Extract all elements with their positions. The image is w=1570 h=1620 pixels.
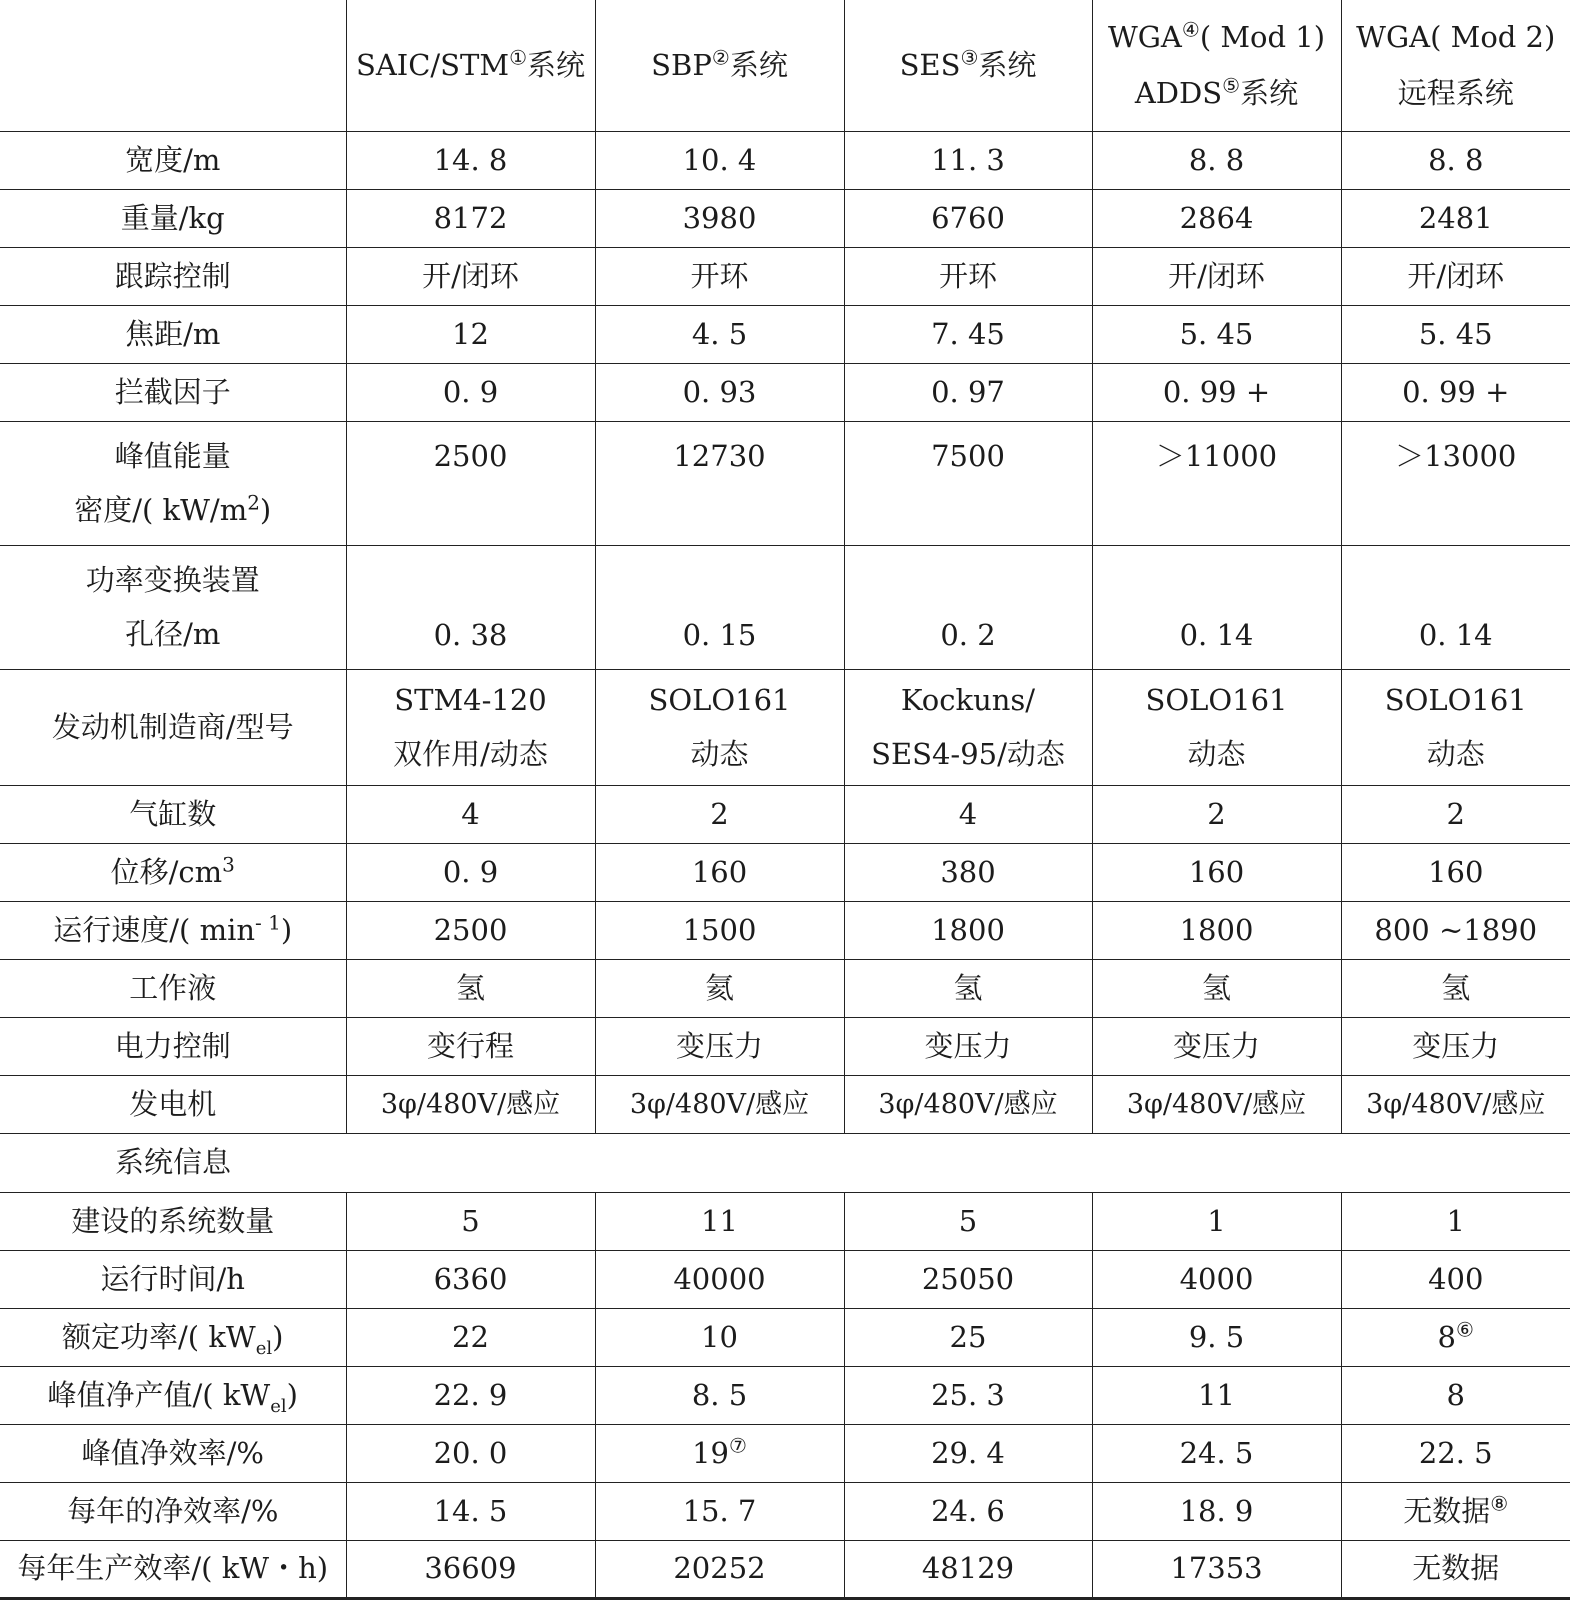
table-cell: 4. 5: [595, 306, 844, 364]
table-cell: 8⑥: [1341, 1309, 1570, 1367]
table-cell: 160: [595, 844, 844, 902]
table-cell: 19⑦: [595, 1425, 844, 1483]
table-cell: 2: [1341, 786, 1570, 844]
row-label: 位移$/cm^3$: [0, 844, 346, 902]
table-cell: 0. 9: [346, 844, 595, 902]
table-row: [0, 306, 1570, 364]
row-label: 额定功率/( $kW_{el}$): [0, 1309, 346, 1367]
table-cell: 2: [1092, 786, 1341, 844]
table-cell: 6360: [346, 1251, 595, 1309]
table-cell: 氢: [844, 960, 1092, 1018]
table-cell: 11. 3: [844, 132, 1092, 190]
table-cell: 0. 93: [595, 364, 844, 422]
table-cell: 3φ/480V/感应: [1092, 1076, 1341, 1134]
table-cell: 0. 9: [346, 364, 595, 422]
table-cell: 0. 99 +: [1341, 364, 1570, 422]
table-row: [0, 1018, 1570, 1076]
row-label: 发动机制造商/型号: [0, 670, 346, 786]
row-label: 焦距/m: [0, 306, 346, 364]
table-cell: SOLO161 动态: [1092, 670, 1341, 786]
row-label: 工作液: [0, 960, 346, 1018]
table-cell: 36609: [346, 1541, 595, 1599]
table-cell: 11: [595, 1193, 844, 1251]
table-row: [0, 1541, 1570, 1599]
table-cell: 22. 5: [1341, 1425, 1570, 1483]
table-cell: 24. 5: [1092, 1425, 1341, 1483]
table-cell: 开环: [595, 248, 844, 306]
row-label: 发电机: [0, 1076, 346, 1134]
table-cell: 变压力: [595, 1018, 844, 1076]
table-row: [0, 1483, 1570, 1541]
row-label: 峰值净产值/( $kW_{el}$): [0, 1367, 346, 1425]
table-cell: 变压力: [1092, 1018, 1341, 1076]
table-cell: SOLO161 动态: [1341, 670, 1570, 786]
header-col-5: WGA( Mod 2) 远程系统: [1341, 0, 1570, 132]
table-row: [0, 132, 1570, 190]
table-cell: 14. 8: [346, 132, 595, 190]
table-row: [0, 670, 1570, 786]
row-label: 重量/kg: [0, 190, 346, 248]
table-cell: 160: [1341, 844, 1570, 902]
table-cell: 9. 5: [1092, 1309, 1341, 1367]
table-cell: 40000: [595, 1251, 844, 1309]
table-cell: 4: [346, 786, 595, 844]
table-row: [0, 546, 1570, 670]
table-row: [0, 786, 1570, 844]
table-row: [0, 248, 1570, 306]
table-cell: 18. 9: [1092, 1483, 1341, 1541]
row-label: 每年的净效率/%: [0, 1483, 346, 1541]
table-cell: 22: [346, 1309, 595, 1367]
table-cell: 3φ/480V/感应: [1341, 1076, 1570, 1134]
table-cell: 1500: [595, 902, 844, 960]
table-row: [0, 902, 1570, 960]
table-cell: 无数据⑧: [1341, 1483, 1570, 1541]
table-row: [0, 364, 1570, 422]
table-cell: 氦: [595, 960, 844, 1018]
row-label: 峰值净效率/%: [0, 1425, 346, 1483]
table-cell: 开/闭环: [1341, 248, 1570, 306]
header-col-1: SAIC/STM①系统: [346, 0, 595, 132]
table-cell: 3980: [595, 190, 844, 248]
table-cell: 1800: [844, 902, 1092, 960]
table-cell: 1: [1092, 1193, 1341, 1251]
section-row: [0, 1134, 1570, 1193]
table-row: [0, 960, 1570, 1018]
table-cell: 5: [844, 1193, 1092, 1251]
table-cell: 48129: [844, 1541, 1092, 1599]
table-cell: 开/闭环: [346, 248, 595, 306]
table-cell: 2500: [346, 422, 595, 546]
section-label: 系统信息: [0, 1134, 346, 1193]
table-cell: 2: [595, 786, 844, 844]
table-cell: 氢: [1341, 960, 1570, 1018]
table-cell: 3φ/480V/感应: [595, 1076, 844, 1134]
row-label: 电力控制: [0, 1018, 346, 1076]
table-cell: 5. 45: [1092, 306, 1341, 364]
table-cell: 20252: [595, 1541, 844, 1599]
table-cell: 7. 45: [844, 306, 1092, 364]
table-row: [0, 1367, 1570, 1425]
table-cell: 2481: [1341, 190, 1570, 248]
table-row: [0, 1309, 1570, 1367]
row-label: 每年生产效率/( kW・h): [0, 1541, 346, 1599]
row-label: 运行速度/( $\min^{- 1}$): [0, 902, 346, 960]
table-cell: 变压力: [1341, 1018, 1570, 1076]
table-row: [0, 1193, 1570, 1251]
table-cell: 380: [844, 844, 1092, 902]
header-corner: [0, 0, 346, 132]
table-cell: ＞13000: [1341, 422, 1570, 546]
table-cell: 开/闭环: [1092, 248, 1341, 306]
table-cell: 8172: [346, 190, 595, 248]
table-cell: Kockuns/ SES4-95/动态: [844, 670, 1092, 786]
table-cell: 20. 0: [346, 1425, 595, 1483]
table-cell: 0. 2: [844, 546, 1092, 670]
table-cell: 0. 99 +: [1092, 364, 1341, 422]
table-cell: 25: [844, 1309, 1092, 1367]
table-cell: 8. 5: [595, 1367, 844, 1425]
table-row: [0, 844, 1570, 902]
table-cell: 变行程: [346, 1018, 595, 1076]
table-cell: 0. 15: [595, 546, 844, 670]
table-cell: 160: [1092, 844, 1341, 902]
header-col-4: WGA④( Mod 1) ADDS⑤系统: [1092, 0, 1341, 132]
table-cell: 10: [595, 1309, 844, 1367]
row-label: 跟踪控制: [0, 248, 346, 306]
row-label: 拦截因子: [0, 364, 346, 422]
table-cell: 6760: [844, 190, 1092, 248]
table-cell: 8. 8: [1092, 132, 1341, 190]
table-cell: ＞11000: [1092, 422, 1341, 546]
table-cell: 25. 3: [844, 1367, 1092, 1425]
table-cell: 氢: [346, 960, 595, 1018]
table-row: [0, 1076, 1570, 1134]
table-row: [0, 1425, 1570, 1483]
table-cell: SOLO161 动态: [595, 670, 844, 786]
row-label: 建设的系统数量: [0, 1193, 346, 1251]
table-row: [0, 422, 1570, 546]
table-cell: 24. 6: [844, 1483, 1092, 1541]
table-cell: 14. 5: [346, 1483, 595, 1541]
header-col-3: SES③系统: [844, 0, 1092, 132]
row-label: 功率变换装置 孔径/m: [0, 546, 346, 670]
table-cell: 10. 4: [595, 132, 844, 190]
table-cell: 8: [1341, 1367, 1570, 1425]
table-cell: 5. 45: [1341, 306, 1570, 364]
table-cell: 氢: [1092, 960, 1341, 1018]
table-cell: 400: [1341, 1251, 1570, 1309]
table-cell: 变压力: [844, 1018, 1092, 1076]
header-row: [0, 0, 1570, 132]
table-cell: 3φ/480V/感应: [346, 1076, 595, 1134]
table-cell: 无数据: [1341, 1541, 1570, 1599]
section-blank: [346, 1134, 1570, 1193]
table-row: [0, 190, 1570, 248]
row-label: 运行时间/h: [0, 1251, 346, 1309]
row-label: 宽度/m: [0, 132, 346, 190]
table-cell: 4000: [1092, 1251, 1341, 1309]
table-cell: 7500: [844, 422, 1092, 546]
table-cell: 17353: [1092, 1541, 1341, 1599]
table-cell: STM4-120 双作用/动态: [346, 670, 595, 786]
table-cell: 0. 38: [346, 546, 595, 670]
table-cell: 8. 8: [1341, 132, 1570, 190]
table-cell: 25050: [844, 1251, 1092, 1309]
table-cell: 4: [844, 786, 1092, 844]
table-cell: 800 ~1890: [1341, 902, 1570, 960]
table-cell: 0. 14: [1341, 546, 1570, 670]
table-cell: 11: [1092, 1367, 1341, 1425]
table-cell: 0. 14: [1092, 546, 1341, 670]
table-cell: 3φ/480V/感应: [844, 1076, 1092, 1134]
table-cell: 0. 97: [844, 364, 1092, 422]
header-col-2: SBP②系统: [595, 0, 844, 132]
table-cell: 12: [346, 306, 595, 364]
table-cell: 22. 9: [346, 1367, 595, 1425]
row-label: 峰值能量 密度/( $kW/m^2$): [0, 422, 346, 546]
table-row: [0, 1251, 1570, 1309]
table-cell: 2864: [1092, 190, 1341, 248]
row-label: 气缸数: [0, 786, 346, 844]
table-cell: 1800: [1092, 902, 1341, 960]
table-cell: 1: [1341, 1193, 1570, 1251]
table-cell: 29. 4: [844, 1425, 1092, 1483]
table-cell: 开环: [844, 248, 1092, 306]
table-cell: 2500: [346, 902, 595, 960]
table-cell: 5: [346, 1193, 595, 1251]
table-cell: 15. 7: [595, 1483, 844, 1541]
table-cell: 12730: [595, 422, 844, 546]
